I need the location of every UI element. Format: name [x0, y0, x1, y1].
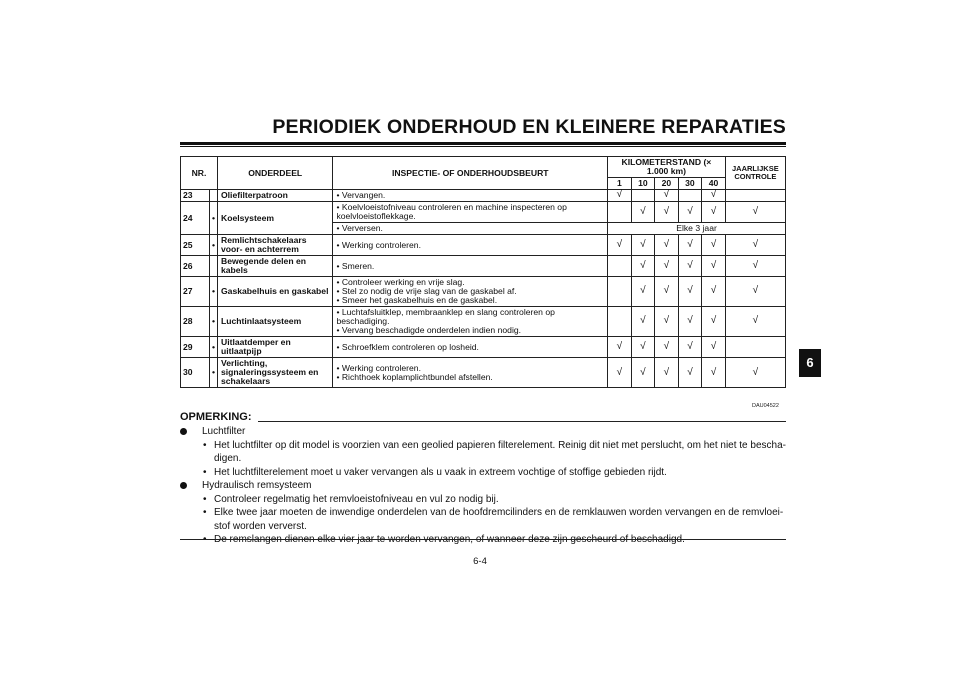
- row-marker: •: [210, 277, 218, 307]
- check-cell: √: [631, 202, 655, 223]
- check-cell: √: [608, 190, 632, 202]
- table-row: [181, 256, 786, 277]
- table-row: [181, 235, 786, 256]
- row-marker: •: [210, 235, 218, 256]
- row-number: 30: [181, 358, 210, 388]
- notes-rule: [258, 421, 786, 422]
- page-number: 6-4: [473, 556, 487, 567]
- title-rule-thin: [180, 146, 786, 147]
- row-number: 26: [181, 256, 210, 277]
- check-cell: [608, 256, 632, 277]
- note-item: [180, 479, 786, 493]
- document-code: DAU04522: [752, 403, 779, 409]
- check-cell: √: [631, 277, 655, 307]
- check-cell: [608, 307, 632, 337]
- notes-list: [180, 425, 786, 547]
- check-cell: √: [678, 337, 702, 358]
- notes-heading: OPMERKING:: [180, 411, 252, 423]
- header-action: INSPECTIE- OF ONDERHOUDSBEURT: [333, 157, 608, 190]
- header-km-col: 1: [608, 178, 632, 190]
- note-text: Het luchtfilter op dit model is voorzien van een geolied papieren filterelement. Reinig dit niet met perslucht, om het niet te bescha-digen.: [214, 439, 786, 464]
- page-title: PERIODIEK ONDERHOUD EN KLEINERE REPARATIES: [272, 116, 786, 138]
- row-action: [333, 202, 608, 223]
- action-line: • Vervangen.: [336, 190, 386, 201]
- check-cell: √: [702, 202, 726, 223]
- row-action: [333, 235, 608, 256]
- row-part: Bewegende delen en kabels: [217, 256, 332, 277]
- row-marker: •: [210, 358, 218, 388]
- check-cell: √: [631, 358, 655, 388]
- note-subitem: [180, 493, 786, 507]
- check-cell: √: [655, 235, 679, 256]
- check-cell: [678, 190, 702, 202]
- header-part: ONDERDEEL: [217, 157, 332, 190]
- header-nr: NR.: [181, 157, 218, 190]
- action-line: • Smeer het gaskabelhuis en de gaskabel.: [336, 295, 498, 306]
- maintenance-table: [180, 156, 786, 388]
- check-cell: √: [678, 256, 702, 277]
- action-line: • Vervang beschadigde onderdelen indien nodig.: [336, 325, 522, 336]
- check-cell: √: [631, 307, 655, 337]
- check-cell: √: [702, 256, 726, 277]
- row-marker: [210, 190, 218, 202]
- check-cell: √: [631, 337, 655, 358]
- table-row: [181, 277, 786, 307]
- note-title: Hydraulisch remsysteem: [202, 480, 312, 491]
- row-marker: •: [210, 337, 218, 358]
- check-cell: √: [702, 277, 726, 307]
- note-text: Controleer regelmatig het remvloeistofniveau en vul zo nodig bij.: [214, 493, 499, 505]
- check-cell: √: [608, 358, 632, 388]
- sub-bullet-icon: •: [203, 439, 207, 451]
- row-action: • Verversen.: [333, 223, 608, 235]
- bullet-icon: [180, 428, 187, 435]
- title-rule: [180, 142, 786, 145]
- check-cell: √: [725, 235, 785, 256]
- row-number: 23: [181, 190, 210, 202]
- check-cell: √: [655, 337, 679, 358]
- section-tab: 6: [799, 349, 821, 377]
- check-cell: √: [725, 277, 785, 307]
- action-line: • Koelvloeistofniveau controleren en machine inspecteren op koelvloeistoflekkage.: [336, 202, 567, 222]
- check-cell: [608, 277, 632, 307]
- check-cell: √: [631, 256, 655, 277]
- action-line: • Stel zo nodig de vrije slag van de gaskabel af.: [336, 286, 517, 297]
- header-km-col: 40: [702, 178, 726, 190]
- check-cell: √: [678, 307, 702, 337]
- table-row: [181, 307, 786, 337]
- row-part: Luchtinlaatsysteem: [217, 307, 332, 337]
- row-marker: •: [210, 202, 218, 235]
- row-part: Koelsysteem: [217, 202, 332, 235]
- check-cell: [608, 202, 632, 223]
- check-cell: √: [702, 190, 726, 202]
- check-cell: √: [678, 235, 702, 256]
- table-row: [181, 358, 786, 388]
- table-row: [181, 337, 786, 358]
- note-text: Het luchtfilterelement moet u vaker vervangen als u vaak in extreem vochtige of stoffige gebieden rijdt.: [214, 466, 667, 478]
- check-cell: √: [678, 202, 702, 223]
- sub-bullet-icon: •: [203, 493, 207, 505]
- note-subitem: [180, 466, 786, 480]
- header-km-col: 30: [678, 178, 702, 190]
- check-cell: √: [655, 358, 679, 388]
- action-line: • Schroefklem controleren op losheid.: [336, 341, 479, 352]
- check-cell: √: [608, 337, 632, 358]
- check-cell: √: [655, 256, 679, 277]
- note-title: Luchtfilter: [202, 426, 246, 437]
- sub-bullet-icon: •: [203, 466, 207, 478]
- note-subitem: [180, 439, 786, 466]
- header-km-col: 10: [631, 178, 655, 190]
- check-cell: √: [655, 202, 679, 223]
- row-marker: •: [210, 307, 218, 337]
- row-action: [333, 337, 608, 358]
- check-cell: √: [725, 358, 785, 388]
- row-part: Gaskabelhuis en gaskabel: [217, 277, 332, 307]
- interval-note: Elke 3 jaar: [608, 223, 786, 235]
- row-action: [333, 256, 608, 277]
- row-part: Remlichtschakelaars voor- en achterrem: [217, 235, 332, 256]
- header-yearly: JAARLIJKSE CONTROLE: [725, 157, 785, 190]
- bullet-icon: [180, 482, 187, 489]
- check-cell: √: [725, 256, 785, 277]
- row-part: Uitlaatdemper en uitlaatpijp: [217, 337, 332, 358]
- check-cell: √: [655, 190, 679, 202]
- check-cell: √: [702, 307, 726, 337]
- row-part: Oliefilterpatroon: [217, 190, 332, 202]
- row-part: Verlichting, signaleringssysteem en schakelaars: [217, 358, 332, 388]
- row-number: 27: [181, 277, 210, 307]
- table-row: [181, 190, 786, 202]
- check-cell: √: [655, 277, 679, 307]
- note-item: [180, 425, 786, 439]
- row-marker: [210, 256, 218, 277]
- action-line: • Controleer werking en vrije slag.: [336, 277, 465, 288]
- action-line: • Werking controleren.: [336, 362, 421, 373]
- note-text: Elke twee jaar moeten de inwendige onderdelen van de hoofdremcilinders en de remklauwen worden vervangen en de remvloei-stof worden ververst.: [214, 507, 784, 532]
- check-cell: √: [655, 307, 679, 337]
- check-cell: √: [678, 358, 702, 388]
- row-action: [333, 358, 608, 388]
- check-cell: √: [702, 337, 726, 358]
- check-cell: √: [608, 235, 632, 256]
- note-subitem: [180, 506, 786, 533]
- action-line: • Richthoek koplamplichtbundel afstellen.: [336, 371, 493, 382]
- row-number: 24: [181, 202, 210, 235]
- sub-bullet-icon: •: [203, 507, 207, 518]
- action-line: • Werking controleren.: [336, 239, 421, 250]
- action-line: • Luchtafsluitklep, membraanklep en slang controleren op beschadiging.: [336, 307, 555, 327]
- notes-end-rule: [180, 539, 786, 540]
- row-number: 29: [181, 337, 210, 358]
- table-row: [181, 202, 786, 223]
- row-number: 28: [181, 307, 210, 337]
- row-action: [333, 307, 608, 337]
- row-number: 25: [181, 235, 210, 256]
- check-cell: √: [678, 277, 702, 307]
- check-cell: [725, 190, 785, 202]
- check-cell: √: [702, 358, 726, 388]
- check-cell: √: [702, 235, 726, 256]
- row-action: [333, 190, 608, 202]
- check-cell: √: [725, 202, 785, 223]
- check-cell: √: [631, 235, 655, 256]
- header-km-col: 20: [655, 178, 679, 190]
- check-cell: [725, 337, 785, 358]
- check-cell: [631, 190, 655, 202]
- check-cell: √: [725, 307, 785, 337]
- header-km: KILOMETERSTAND (× 1.000 km): [608, 157, 726, 178]
- action-line: • Smeren.: [336, 260, 375, 271]
- row-action: [333, 277, 608, 307]
